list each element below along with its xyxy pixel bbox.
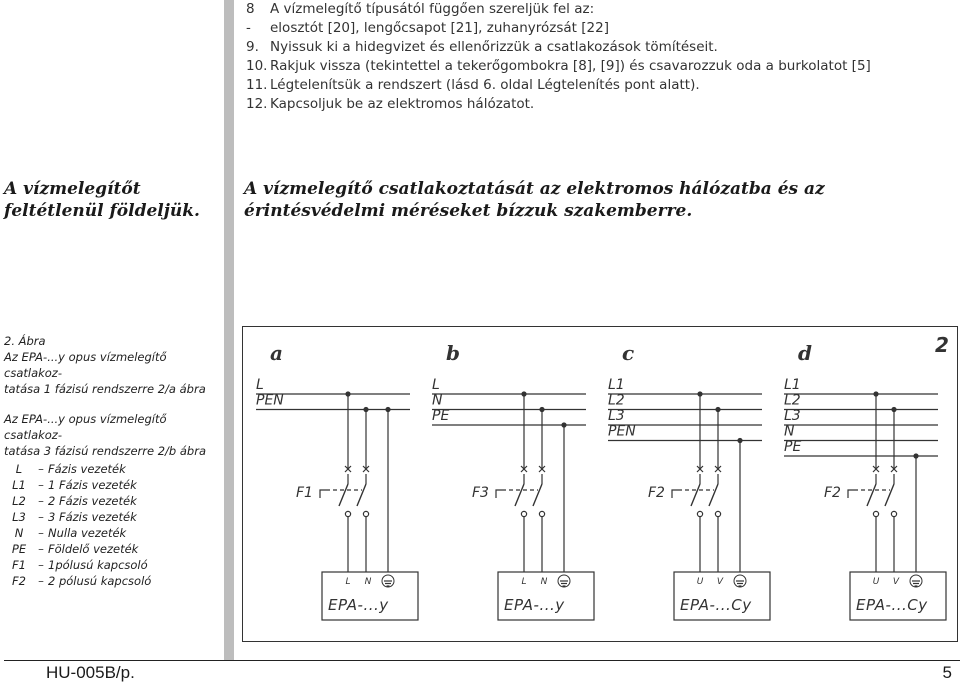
terminal-label: V (716, 577, 724, 587)
step-8-sub: - elosztót [20], lengőcsapot [21], zuhanyrózsát [22] (246, 20, 609, 36)
switch-blade (339, 484, 348, 506)
switch-blade (867, 484, 876, 506)
document-code: HU-005B/p. (46, 663, 135, 682)
supply-line-label: PE (432, 408, 450, 424)
supply-line-label: PE (784, 439, 802, 455)
terminal-label: L (345, 577, 351, 587)
switch-contact (891, 511, 896, 516)
supply-line-label: L1 (784, 377, 801, 393)
panel-letter: d (798, 341, 812, 365)
switch-blade (357, 484, 366, 506)
device-label: EPA-...Cy (856, 596, 928, 614)
figure-title: 2. Ábra (4, 334, 46, 348)
supply-line-label: L3 (608, 408, 625, 424)
switch-label: F2 (648, 485, 665, 501)
supply-line-label: L (256, 377, 264, 393)
caption-1-a: Az EPA-...y opus vízmelegítő csatlakoz- (4, 350, 167, 380)
device-label: EPA-...y (328, 596, 389, 614)
figure-caption (4, 333, 224, 589)
caption-2-a: Az EPA-...y opus vízmelegítő csatlakoz- (4, 412, 167, 442)
legend-list (4, 461, 224, 589)
switch-contact (345, 511, 350, 516)
terminal-label: V (892, 577, 900, 587)
switch-contact (715, 511, 720, 516)
supply-line-label: PEN (256, 392, 284, 409)
caption-1-b: tatása 1 fázisú rendszerre 2/a ábra (4, 382, 206, 396)
switch-blade (709, 484, 718, 506)
supply-line-label: N (784, 423, 795, 440)
supply-line-label: L1 (608, 377, 625, 393)
switch-blade (533, 484, 542, 506)
switch-actuator (672, 490, 678, 498)
supply-line-label: PEN (608, 423, 636, 440)
switch-contact (521, 511, 526, 516)
terminal-label: N (540, 577, 548, 587)
switch-contact (697, 511, 702, 516)
page-number: 5 (942, 663, 952, 682)
supply-line-label: L3 (784, 408, 801, 424)
specialist-warning: A vízmelegítő csatlakoztatását az elektromos hálózatba és az érintésvédelmi méréseket bízzuk szakemberre. (244, 179, 825, 221)
panel-letter: b (446, 341, 460, 365)
step-9: 9. Nyissuk ki a hidegvizet és ellenőrizzük a csatlakozások tömítéseit. (246, 39, 718, 55)
figure-number: 2 (935, 333, 949, 357)
caption-2-b: tatása 3 fázisú rendszerre 2/b ábra (4, 444, 206, 458)
legend-item: N – Nulla vezeték (14, 526, 127, 540)
step-12: 12. Kapcsoljuk be az elektromos hálózatot. (246, 96, 535, 112)
installation-steps (246, 0, 946, 114)
step-11: 11. Légtelenítsük a rendszert (lásd 6. oldal Légtelenítés pont alatt). (246, 77, 700, 93)
supply-line-label: L2 (784, 392, 801, 409)
legend-item: L – Fázis vezeték (15, 462, 126, 476)
switch-label: F1 (296, 485, 313, 501)
terminal-label: N (364, 577, 372, 587)
legend-item: L2 – 2 Fázis vezeték (12, 494, 137, 508)
step-8: 8 A vízmelegítő típusától függően szereljük fel az: (246, 1, 595, 17)
switch-blade (885, 484, 894, 506)
legend-item: F2 – 2 pólusú kapcsoló (12, 574, 152, 588)
switch-contact (873, 511, 878, 516)
switch-actuator (320, 490, 326, 498)
supply-line-label: N (432, 392, 443, 409)
panel-letter: a (270, 341, 283, 365)
footer-rule (4, 660, 960, 661)
switch-actuator (848, 490, 854, 498)
switch-blade (515, 484, 524, 506)
terminal-label: U (696, 577, 704, 587)
panel-letter: c (622, 341, 635, 365)
legend-item: L1 – 1 Fázis vezeték (12, 478, 137, 492)
wiring-diagram (242, 326, 958, 642)
switch-actuator (496, 490, 502, 498)
spacer (4, 397, 224, 411)
switch-label: F2 (824, 485, 841, 501)
device-label: EPA-...Cy (680, 596, 752, 614)
legend-item: L3 – 3 Fázis vezeték (12, 510, 137, 524)
legend-item: F1 – 1pólusú kapcsoló (12, 558, 148, 572)
terminal-label: U (872, 577, 880, 587)
supply-line-label: L (432, 377, 440, 393)
switch-contact (363, 511, 368, 516)
margin-bar (224, 0, 234, 660)
switch-label: F3 (472, 485, 489, 501)
supply-line-label: L2 (608, 392, 625, 409)
legend-item: PE – Földelő vezeték (11, 542, 139, 556)
device-label: EPA-...y (504, 596, 565, 614)
switch-blade (691, 484, 700, 506)
grounding-warning: A vízmelegítőt feltétlenül földeljük. (4, 179, 200, 221)
terminal-label: L (521, 577, 527, 587)
step-10: 10. Rakjuk vissza (tekintettel a tekerőgombokra [8], [9]) és csavarozzuk oda a burkolatot [5] (246, 58, 871, 74)
switch-contact (539, 511, 544, 516)
